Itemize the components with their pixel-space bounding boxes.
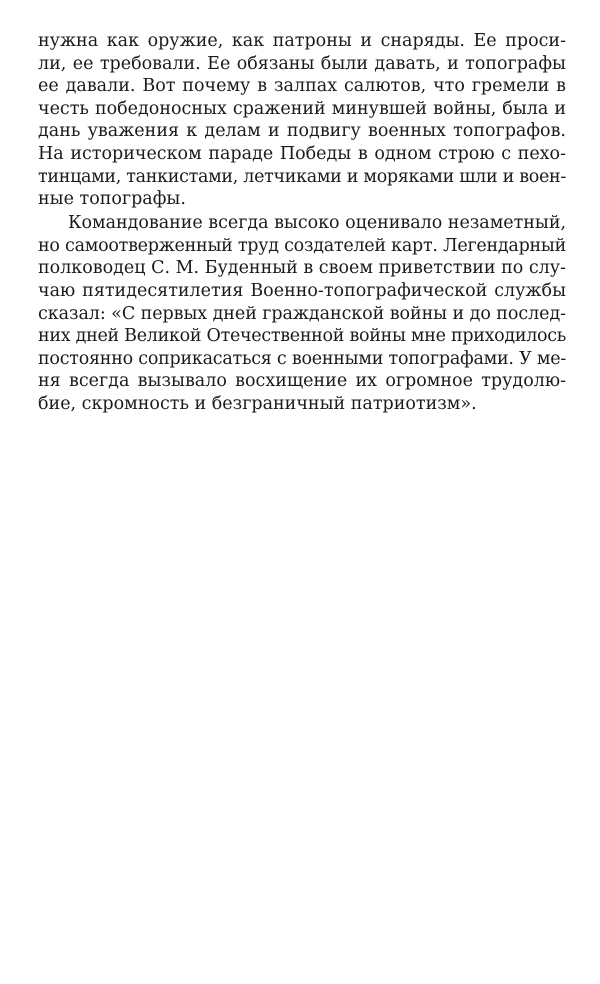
text-line: нужна как оружие, как патроны и снаряды. Ее проси-: [38, 31, 566, 51]
text-line: ня всегда вызывало восхищение их огромное трудолю-: [38, 371, 566, 392]
text-line: ные топографы.: [38, 189, 186, 210]
text-line: честь победоносных сражений минувшей войны, была и: [38, 98, 566, 119]
text-line: постоянно соприкасаться с военными топографами. У ме-: [38, 348, 566, 369]
text-line: сказал: «С первых дней гражданской войны и до послед-: [38, 303, 566, 324]
text-line: ли, ее требовали. Ее обязаны были давать, и топографы: [38, 53, 566, 74]
text-line: На историческом параде Победы в одном строю с пехо-: [38, 143, 566, 164]
text-line: ее давали. Вот почему в залпах салютов, что гремели в: [38, 76, 566, 97]
text-line: полководец С. М. Буденный в своем приветствии по слу-: [38, 258, 566, 279]
text-line: Командование всегда высоко оценивало незаметный,: [68, 213, 566, 234]
text-line: них дней Великой Отечественной войны мне приходилось: [38, 326, 566, 347]
body-text: [38, 30, 566, 416]
text-line: чаю пятидесятилетия Военно-топографической службы: [38, 281, 566, 302]
text-line: бие, скромность и безграничный патриотизм».: [38, 394, 477, 414]
paragraph-2: [38, 212, 566, 415]
text-line: дань уважения к делам и подвигу военных топографов.: [38, 121, 566, 142]
text-line: но самоотверженный труд создателей карт. Легендарный: [38, 235, 566, 256]
text-line: тинцами, танкистами, летчиками и моряками шли и воен-: [38, 166, 566, 187]
paragraph-1: [38, 30, 566, 211]
